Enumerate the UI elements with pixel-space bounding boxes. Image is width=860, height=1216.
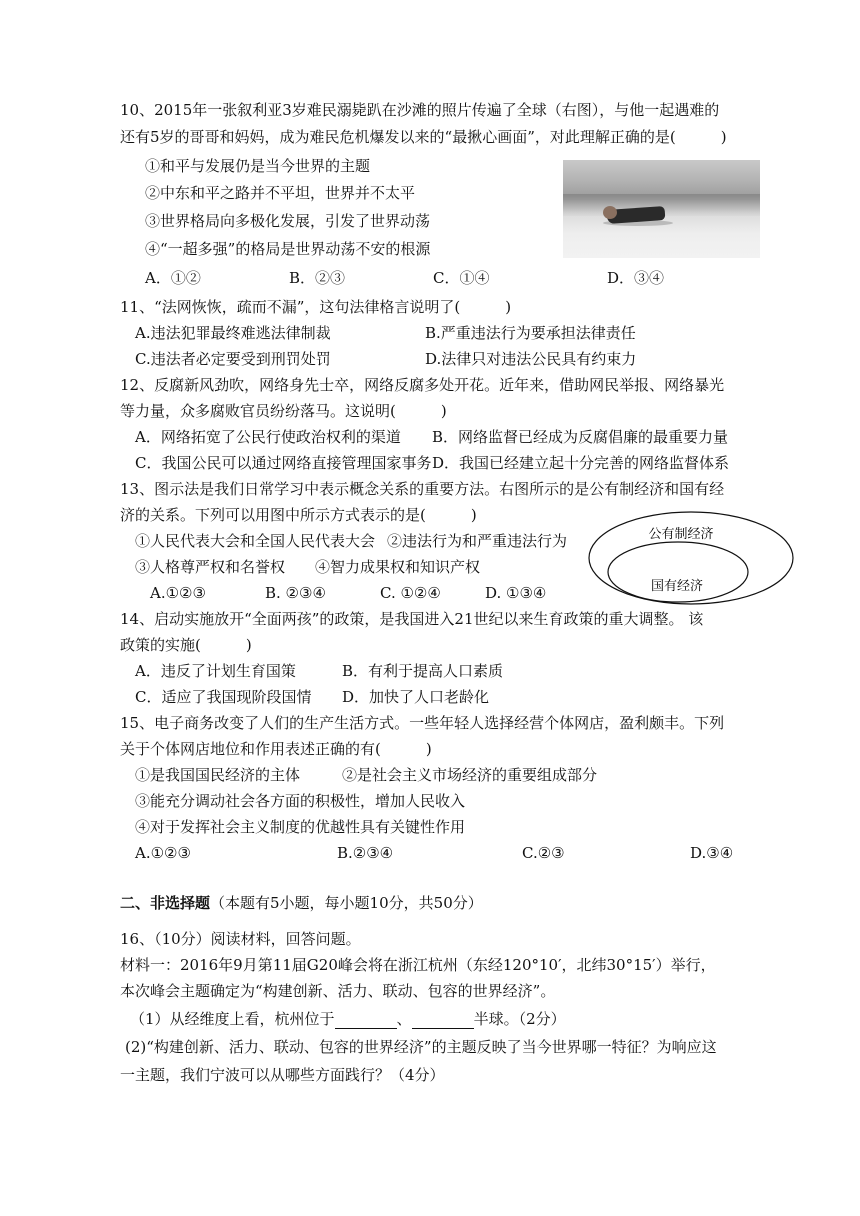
section2-title: 二、非选择题	[120, 894, 211, 912]
q14-option-b: B．有利于提高人口素质	[342, 662, 504, 680]
section2-note: （本题有5小题，每小题10分，共50分）	[210, 894, 483, 912]
q15-option-b: B.②③④	[337, 844, 394, 862]
q15-item-2: ②是社会主义市场经济的重要组成部分	[342, 766, 598, 784]
q13-item-3: ③人格尊严权和名誉权	[135, 558, 286, 576]
q10-option-a: A．①②	[145, 269, 201, 287]
venn-diagram	[588, 506, 798, 606]
q11-option-b: B.严重违法行为要承担法律责任	[425, 324, 636, 342]
q10-item-3: ③世界格局向多极化发展，引发了世界动荡	[145, 212, 431, 230]
q15-option-c: C.②③	[522, 844, 565, 862]
q11-option-a: A.违法犯罪最终难逃法律制裁	[135, 324, 331, 342]
q14-line1: 14、启动实施放开“全面两孩”的政策，是我国进入21世纪以来生育政策的重大调整。 该	[120, 610, 704, 628]
q13-option-a: A.①②③	[150, 584, 206, 602]
q12-option-c: C．我国公民可以通过网络直接管理国家事务	[135, 454, 432, 472]
q10-item-4: ④“一超多强”的格局是世界动荡不安的根源	[145, 240, 431, 258]
q12-line2: 等力量，众多腐败官员纷纷落马。这说明( )	[120, 402, 447, 420]
q16-sub1	[130, 1009, 566, 1029]
q13-option-b: B. ②③④	[265, 584, 326, 602]
q16-material-line2: 本次峰会主题确定为“构建创新、活力、联动、包容的世界经济”。	[120, 982, 556, 1000]
q10-item-1: ①和平与发展仍是当今世界的主题	[145, 157, 371, 175]
q10-option-d: D．③④	[607, 269, 665, 287]
q15-line2: 关于个体网店地位和作用表述正确的有( )	[120, 740, 432, 758]
q12-line1: 12、反腐新风劲吹，网络身先士卒，网络反腐多处开花。近年来，借助网民举报、网络暴光	[120, 376, 725, 394]
q15-item-1: ①是我国国民经济的主体	[135, 766, 301, 784]
photo-child-head	[603, 206, 617, 219]
q11-line1: 11、“法网恢恢，疏而不漏”，这句法律格言说明了( )	[120, 298, 512, 316]
q10-item-2: ②中东和平之路并不平坦，世界并不太平	[145, 184, 416, 202]
q16-sub2-line1: (2)“构建创新、活力、联动、包容的世界经济”的主题反映了当今世界哪一特征？为响应这	[125, 1038, 717, 1056]
inner-label: 国有经济	[650, 579, 704, 594]
q12-option-d: D．我国已经建立起十分完善的网络监督体系	[432, 454, 730, 472]
q16-sub1-prefix: （1）从经维度上看，杭州位于	[130, 1010, 335, 1028]
q16-sub1-sep: 、	[396, 1010, 412, 1028]
refugee-child-photo	[563, 160, 760, 258]
q13-item-4: ④智力成果权和知识产权	[315, 558, 481, 576]
q14-option-c: C．适应了我国现阶段国情	[135, 688, 312, 706]
q13-item-2: ②违法行为和严重违法行为	[387, 532, 568, 550]
q14-line2: 政策的实施( )	[120, 636, 252, 654]
q16-sub1-suffix: 半球。（2分）	[473, 1010, 566, 1028]
q16-sub2-line2: 一主题，我们宁波可以从哪些方面践行？（4分）	[120, 1066, 445, 1084]
q16-blank-1[interactable]	[335, 1012, 397, 1029]
q13-line1: 13、图示法是我们日常学习中表示概念关系的重要方法。右图所示的是公有制经济和国有经	[120, 480, 725, 498]
q10-option-c: C．①④	[433, 269, 490, 287]
q12-option-a: A．网络拓宽了公民行使政治权利的渠道	[135, 428, 401, 446]
q12-option-b: B．网络监督已经成为反腐倡廉的最重要力量	[432, 428, 729, 446]
q10-line1: 10、2015年一张叙利亚3岁难民溺毙趴在沙滩的照片传遍了全球（右图），与他一起遇难的	[120, 101, 720, 119]
q13-line2: 济的关系。下列可以用图中所示方式表示的是( )	[120, 506, 477, 524]
q15-item-3: ③能充分调动社会各方面的积极性，增加人民收入	[135, 792, 466, 810]
q15-option-a: A.①②③	[135, 844, 191, 862]
q13-option-d: D. ①③④	[485, 584, 547, 602]
q13-item-1: ①人民代表大会和全国人民代表大会	[135, 532, 376, 550]
q11-option-d: D.法律只对违法公民具有约束力	[425, 350, 637, 368]
q13-option-c: C. ①②④	[380, 584, 441, 602]
outer-label: 公有制经济	[648, 527, 714, 542]
q16-line1: 16、（10分）阅读材料，回答问题。	[120, 930, 361, 948]
q16-blank-2[interactable]	[412, 1012, 474, 1029]
q16-material-line1: 材料一：2016年9月第11届G20峰会将在浙江杭州（东经120°10′，北纬30°15′）举行，	[120, 956, 716, 974]
q15-item-4: ④对于发挥社会主义制度的优越性具有关键性作用	[135, 818, 466, 836]
q15-line1: 15、电子商务改变了人们的生产生活方式。一些年轻人选择经营个体网店，盈利颇丰。下列	[120, 714, 725, 732]
q14-option-a: A．违反了计划生育国策	[135, 662, 296, 680]
q14-option-d: D．加快了人口老龄化	[342, 688, 490, 706]
q15-option-d: D.③④	[690, 844, 734, 862]
q11-option-c: C.违法者必定要受到刑罚处罚	[135, 350, 331, 368]
q10-option-b: B．②③	[289, 269, 346, 287]
section2-heading	[120, 893, 483, 913]
q10-line2: 还有5岁的哥哥和妈妈，成为难民危机爆发以来的“最揪心画面”，对此理解正确的是( )	[120, 128, 727, 146]
